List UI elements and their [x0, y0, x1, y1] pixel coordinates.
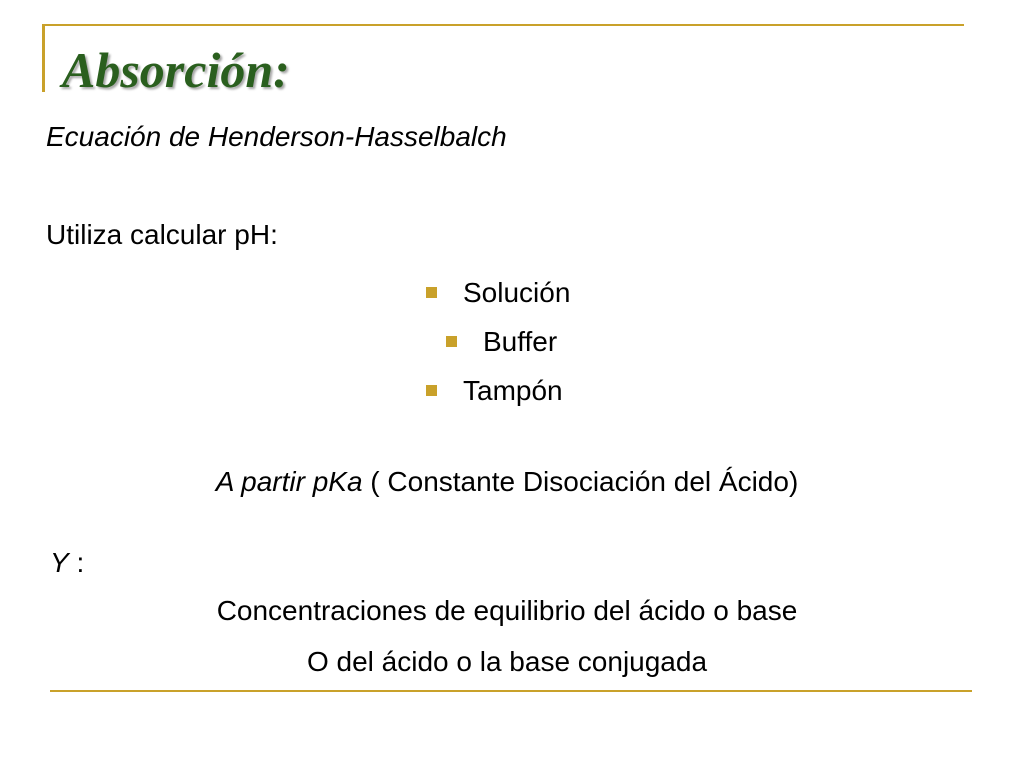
- y-line: [50, 546, 84, 580]
- list-item: [426, 317, 570, 366]
- slide-title: Absorción:: [62, 42, 290, 98]
- bullet-label: Tampón: [463, 374, 563, 406]
- y-colon: :: [68, 547, 85, 578]
- pka-rest-text: ( Constante Disociación del Ácido): [362, 466, 799, 497]
- bullet-label: Buffer: [483, 325, 558, 357]
- slide-subtitle: Ecuación de Henderson-Hasselbalch: [46, 121, 507, 152]
- square-bullet-icon: [446, 336, 457, 347]
- concentration-line-1: Concentraciones de equilibrio del ácido o base: [216, 595, 798, 626]
- list-item: [426, 268, 570, 317]
- square-bullet-icon: [426, 385, 437, 396]
- intro-text: Utiliza calcular pH:: [46, 219, 278, 250]
- frame-left-line: [42, 24, 45, 92]
- square-bullet-icon: [426, 287, 437, 298]
- bullet-label: Solución: [463, 276, 571, 308]
- y-label: Y: [50, 547, 69, 578]
- frame-top-line: [44, 24, 964, 26]
- frame-bottom-line: [50, 690, 972, 692]
- bullet-list: [426, 268, 570, 415]
- pka-italic-text: A partir pKa: [215, 466, 363, 497]
- pka-line: [0, 465, 1014, 499]
- concentration-line-2: O del ácido o la base conjugada: [306, 646, 708, 677]
- list-item: [426, 366, 570, 415]
